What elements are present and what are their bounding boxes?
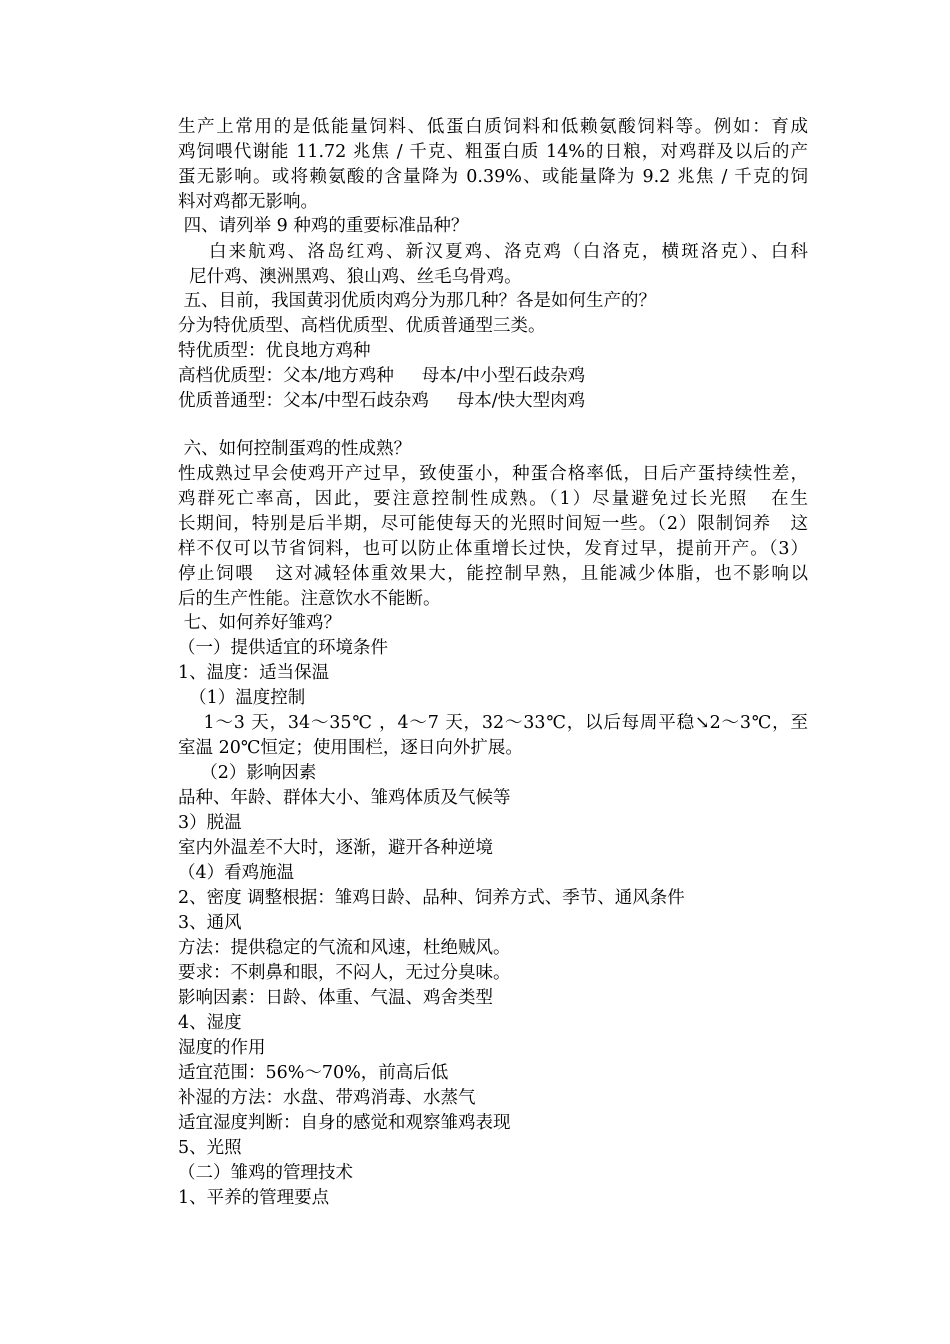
- paragraph-line: 白来航鸡、洛岛红鸡、新汉夏鸡、洛克鸡（白洛克，横斑洛克）、白科: [178, 242, 808, 262]
- paragraph-line: 室温 20℃恒定；使用围栏，逐日向外扩展。: [178, 738, 523, 758]
- list-item: 4、湿度: [178, 1013, 242, 1033]
- list-item: （4）看鸡施温: [178, 863, 295, 883]
- paragraph-line: 1～3 天，34～35℃ ，4～7 天，32～33℃，以后每周平稳↘2～3℃，至: [178, 713, 808, 733]
- list-item: 3）脱温: [178, 813, 242, 833]
- paragraph-line: 湿度的作用: [178, 1038, 266, 1058]
- paragraph-line: 品种、年龄、群体大小、雏鸡体质及气候等: [178, 788, 511, 808]
- subsection-heading: （一）提供适宜的环境条件: [178, 638, 388, 658]
- paragraph-line: 鸡群死亡率高，因此，要注意控制性成熟。（1）尽量避免过长光照 在生: [178, 489, 808, 509]
- paragraph-line: 样不仅可以节省饲料，也可以防止体重增长过快，发育过早，提前开产。（3）: [178, 539, 808, 559]
- paragraph-line: 分为特优质型、高档优质型、优质普通型三类。: [178, 316, 546, 336]
- paragraph-line: 适宜湿度判断：自身的感觉和观察雏鸡表现: [178, 1113, 511, 1133]
- paragraph-line: 方法：提供稳定的气流和风速，杜绝贼风。: [178, 938, 511, 958]
- paragraph-line: 室内外温差不大时，逐渐，避开各种逆境: [178, 838, 493, 858]
- list-item: 5、光照: [178, 1138, 242, 1158]
- paragraph-line: 长期间，特别是后半期，尽可能使每天的光照时间短一些。（2）限制饲养 这: [178, 514, 808, 534]
- paragraph-line: 高档优质型：父本/地方鸡种 母本/中小型石歧杂鸡: [178, 366, 586, 386]
- paragraph-line: 特优质型：优良地方鸡种: [178, 341, 371, 361]
- subsection-heading: （二）雏鸡的管理技术: [178, 1163, 353, 1183]
- list-item: 1、温度：适当保温: [178, 663, 330, 683]
- paragraph-line: 停止饲喂 这对减轻体重效果大，能控制早熟，且能减少体脂，也不影响以: [178, 564, 808, 584]
- paragraph-line: 适宜范围：56%～70%，前高后低: [178, 1063, 449, 1083]
- question-heading-5: 五、目前，我国黄羽优质肉鸡分为那几种？各是如何生产的？: [178, 291, 657, 311]
- paragraph-line: 料对鸡都无影响。: [178, 192, 318, 212]
- paragraph-line: 性成熟过早会使鸡开产过早，致使蛋小，种蛋合格率低，日后产蛋持续性差，: [178, 464, 808, 484]
- paragraph-line: 鸡饲喂代谢能 11.72 兆焦 / 千克、粗蛋白质 14%的日粮，对鸡群及以后的产: [178, 142, 808, 162]
- paragraph-line: 尼什鸡、澳洲黑鸡、狼山鸡、丝毛乌骨鸡。: [178, 267, 522, 287]
- paragraph-line: 蛋无影响。或将赖氨酸的含量降为 0.39%、或能量降为 9.2 兆焦 / 千克的饲: [178, 167, 808, 187]
- list-item: 3、通风: [178, 913, 242, 933]
- question-heading-7: 七、如何养好雏鸡？: [178, 613, 342, 633]
- question-heading-4: 四、请列举 9 种鸡的重要标准品种？: [178, 216, 469, 236]
- list-item: 1、平养的管理要点: [178, 1188, 330, 1208]
- list-item: （2）影响因素: [178, 763, 317, 783]
- paragraph-line: 生产上常用的是低能量饲料、低蛋白质饲料和低赖氨酸饲料等。例如：育成: [178, 117, 808, 137]
- paragraph-line: 后的生产性能。注意饮水不能断。: [178, 589, 441, 609]
- list-item: （1）温度控制: [178, 688, 306, 708]
- list-item: 2、密度 调整根据：雏鸡日龄、品种、饲养方式、季节、通风条件: [178, 888, 685, 908]
- paragraph-line: 影响因素：日龄、体重、气温、鸡舍类型: [178, 988, 493, 1008]
- paragraph-line: 优质普通型：父本/中型石歧杂鸡 母本/快大型肉鸡: [178, 391, 586, 411]
- paragraph-line: 要求：不刺鼻和眼，不闷人，无过分臭味。: [178, 963, 511, 983]
- question-heading-6: 六、如何控制蛋鸡的性成熟？: [178, 439, 412, 459]
- paragraph-line: 补湿的方法：水盘、带鸡消毒、水蒸气: [178, 1088, 476, 1108]
